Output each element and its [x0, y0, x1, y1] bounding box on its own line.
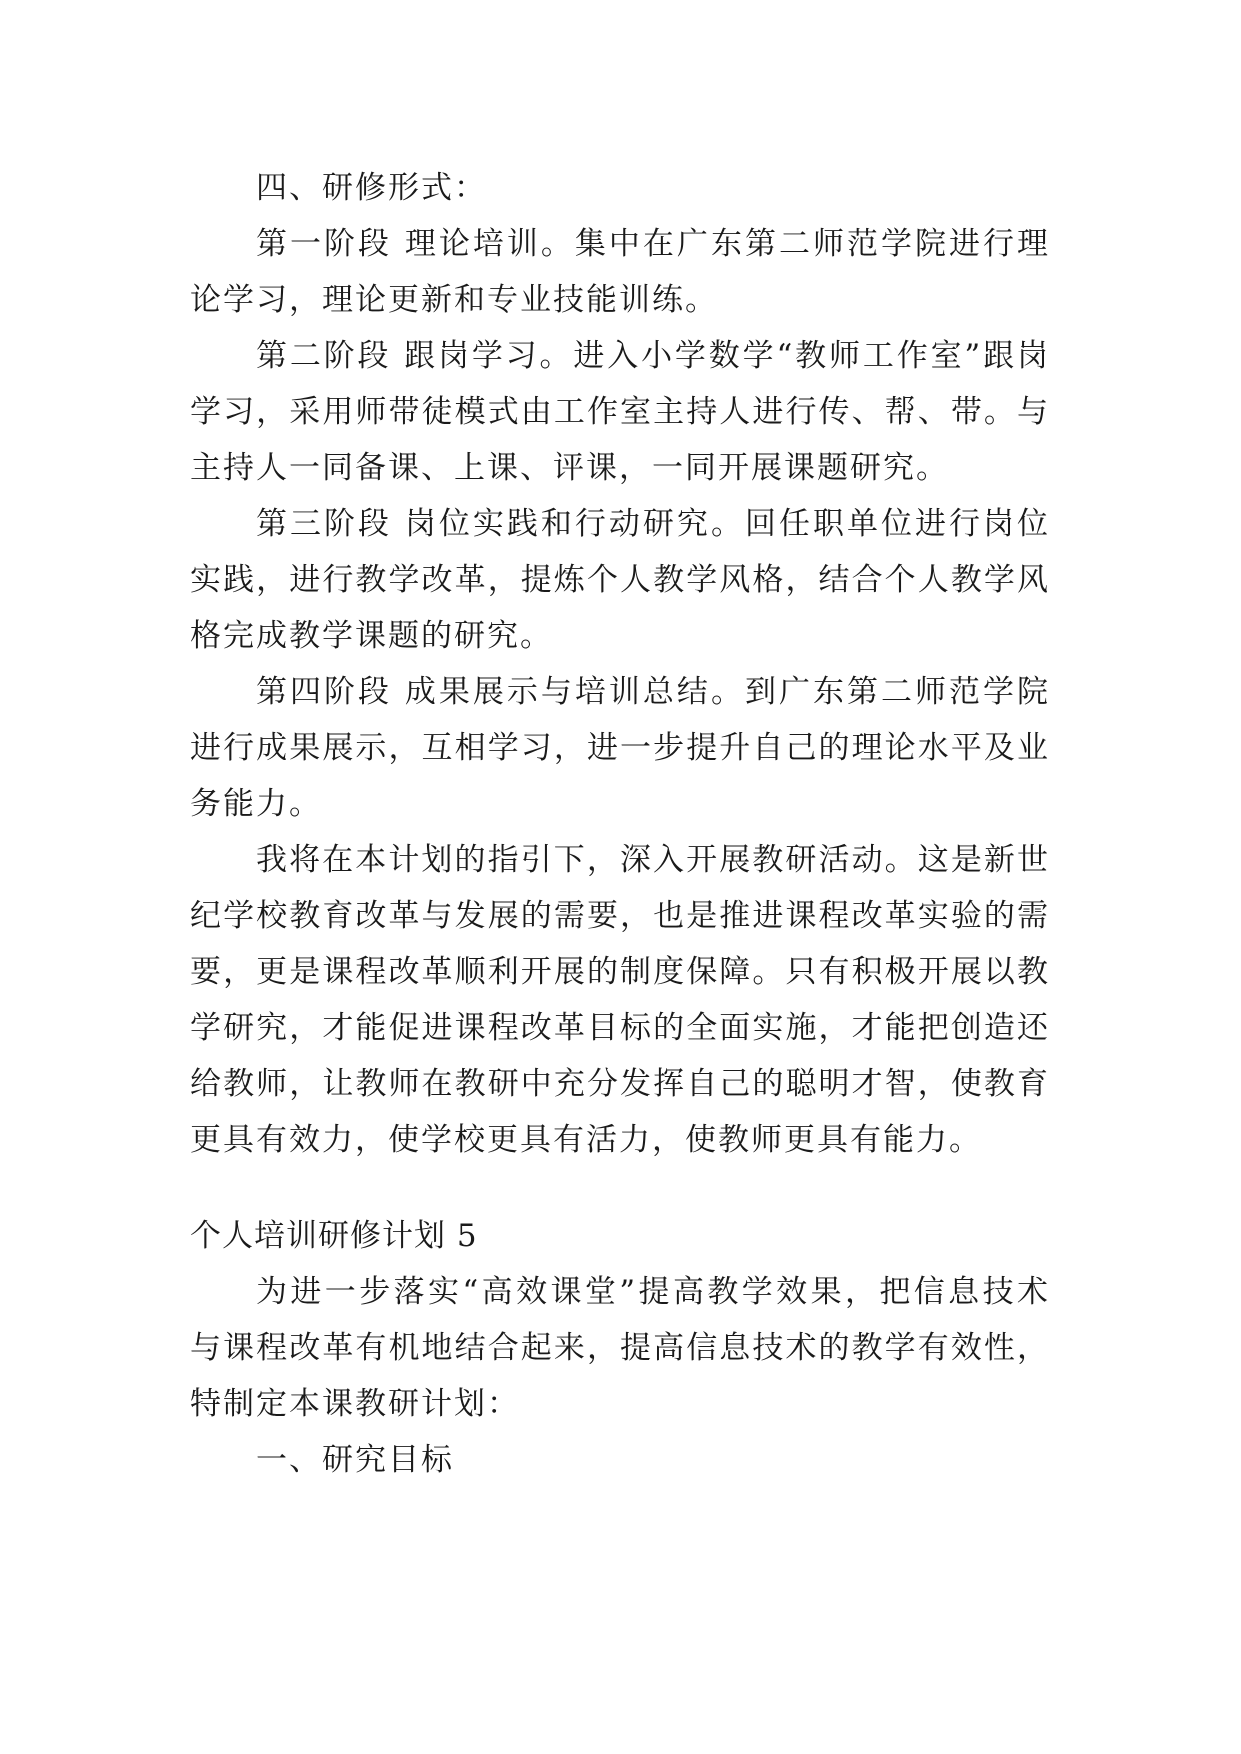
paragraph-stage-four: 第四阶段 成果展示与培训总结。到广东第二师范学院进行成果展示，互相学习，进一步提升自己的理论水平及业务能力。 [190, 674, 1050, 822]
paragraph-stage-one: 第一阶段 理论培训。集中在广东第二师范学院进行理论学习，理论更新和专业技能训练。 [190, 226, 1050, 318]
paragraph-conclusion: 我将在本计划的指引下，深入开展教研活动。这是新世纪学校教育改革与发展的需要，也是推进课程改革实验的需要，更是课程改革顺利开展的制度保障。只有积极开展以教学研究，才能促进课程改革目标的全面实施，才能把创造还给教师，让教师在教研中充分发挥自己的聪明才智，使教育更具有效力，使学校更具有活力，使教师更具有能力。 [190, 842, 1050, 1158]
paragraph-plan-intro: 为进一步落实“高效课堂”提高教学效果，把信息技术与课程改革有机地结合起来，提高信息技术的教学有效性，特制定本课教研计划： [190, 1274, 1050, 1422]
paragraph-stage-three: 第三阶段 岗位实践和行动研究。回任职单位进行岗位实践，进行教学改革，提炼个人教学风格，结合个人教学风格完成教学课题的研究。 [190, 506, 1050, 654]
paragraph-stage-two: 第二阶段 跟岗学习。进入小学数学“教师工作室”跟岗学习，采用师带徒模式由工作室主持人进行传、帮、带。与主持人一同备课、上课、评课，一同开展课题研究。 [190, 338, 1050, 486]
section-title: 个人培训研修计划 5 [190, 1218, 478, 1254]
document-body [190, 160, 1050, 1488]
paragraph-research-goals-heading: 一、研究目标 [256, 1442, 454, 1478]
paragraph-research-forms-heading: 四、研修形式： [256, 170, 487, 206]
